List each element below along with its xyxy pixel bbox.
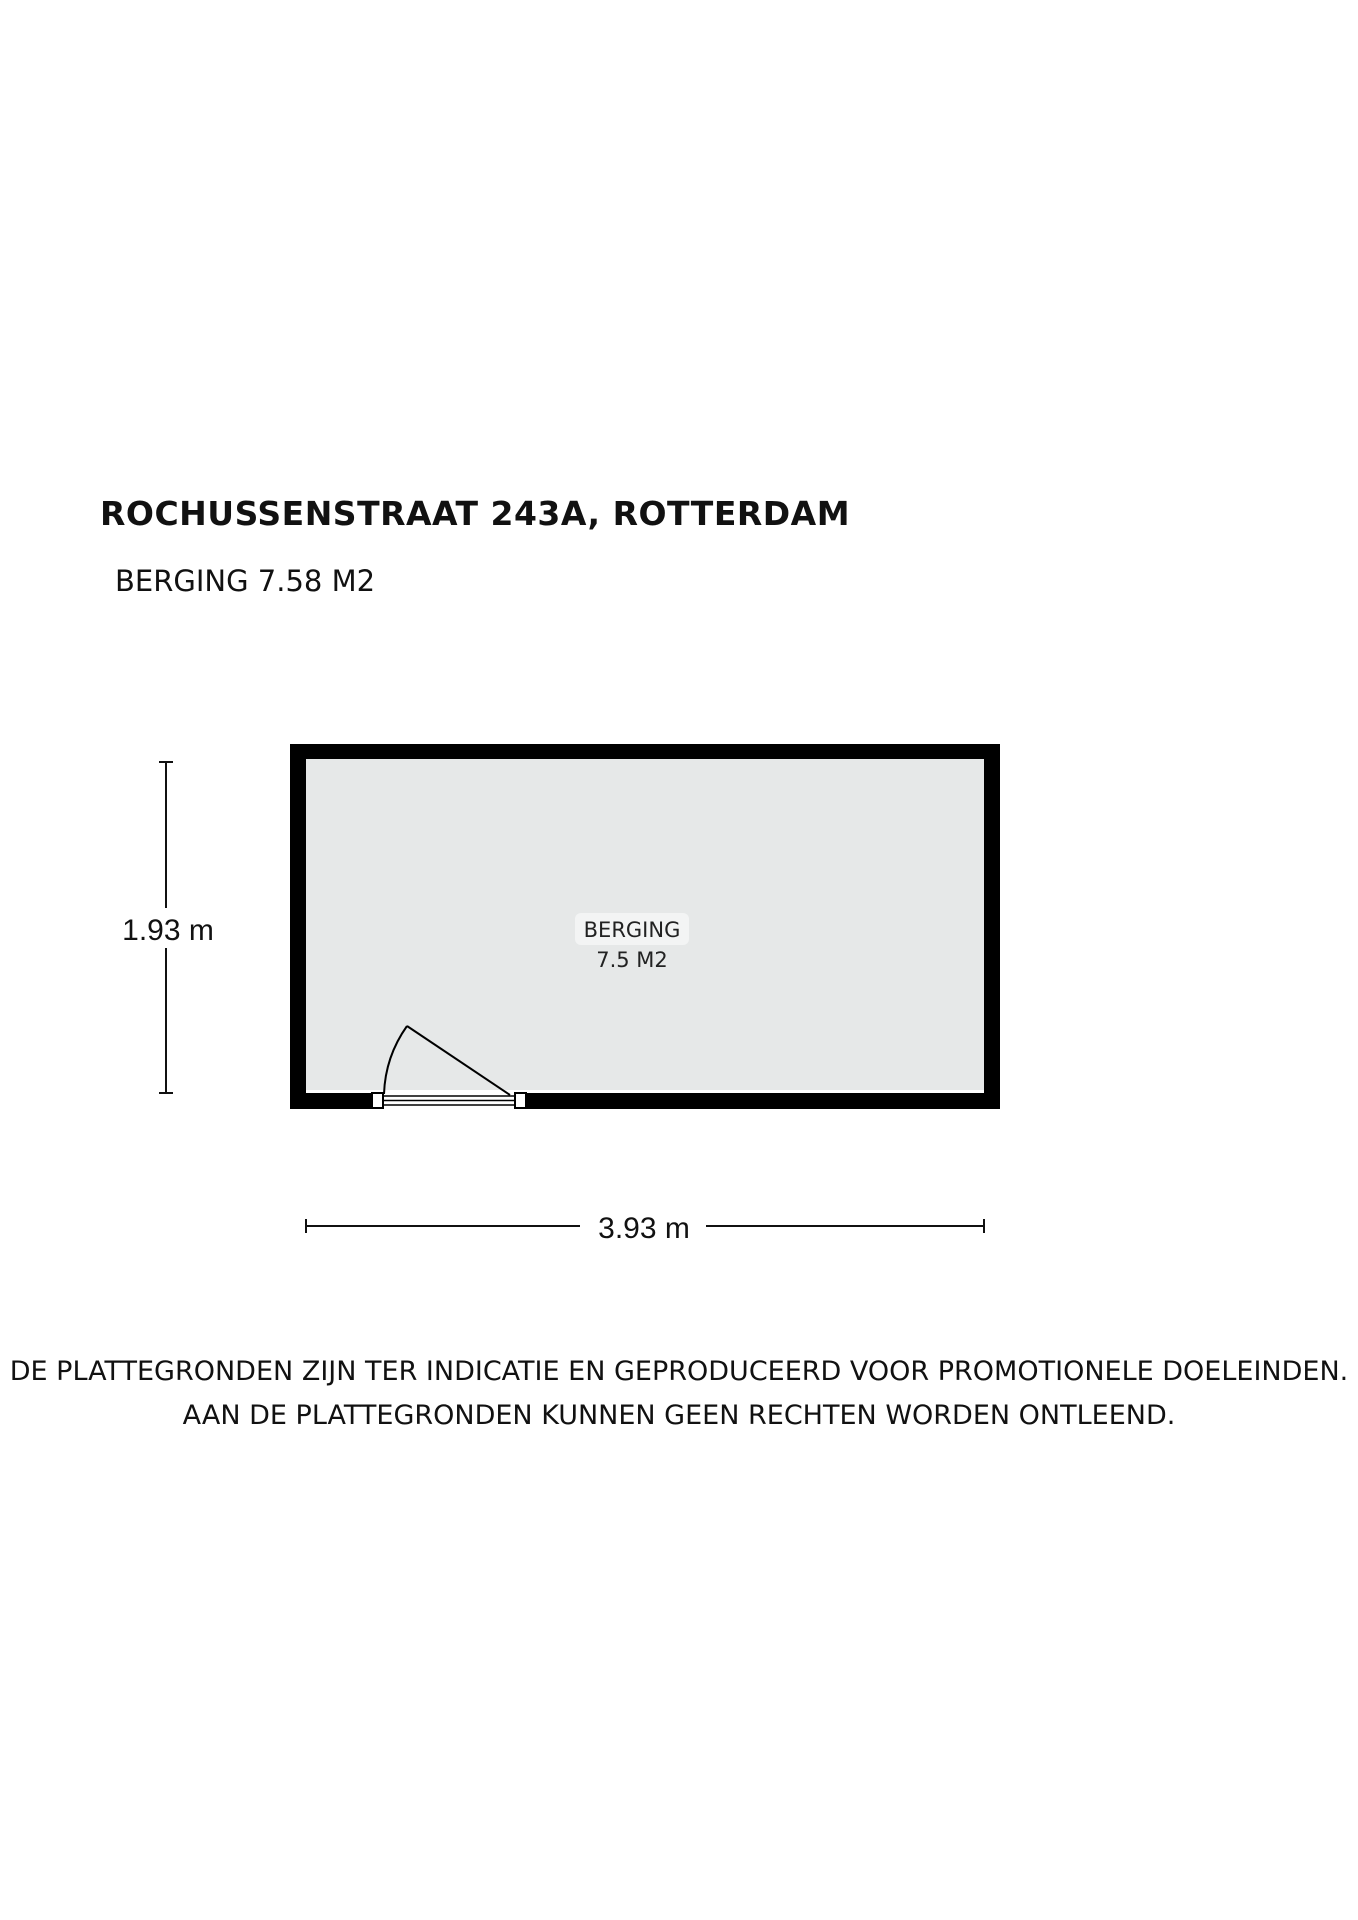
page-title: ROCHUSSENSTRAAT 243A, ROTTERDAM (100, 494, 851, 533)
room-name: BERGING (583, 918, 681, 942)
height-dimension-label: 1.93 m (122, 914, 214, 947)
disclaimer-line-1: DE PLATTEGRONDEN ZIJN TER INDICATIE EN GEPRODUCEERD VOOR PROMOTIONELE DOELEINDEN. (9, 1356, 1349, 1387)
room-area: 7.5 M2 (596, 948, 668, 972)
page-subtitle: BERGING 7.58 M2 (115, 564, 376, 598)
width-dimension-label: 3.93 m (598, 1212, 690, 1245)
disclaimer-line-2: AAN DE PLATTEGRONDEN KUNNEN GEEN RECHTEN WORDEN ONTLEEND. (182, 1400, 1176, 1431)
